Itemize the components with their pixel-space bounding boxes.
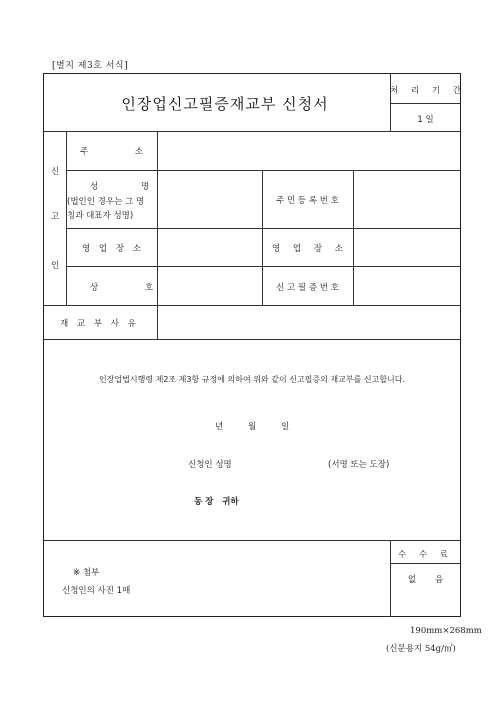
registration-number-field[interactable] [354, 267, 460, 304]
divider-processing-box [390, 103, 461, 104]
trade-name-label: 상 호 [90, 283, 154, 293]
name-note-line-2: 칭과 대표자 성명) [67, 211, 134, 221]
divider-statement-bottom [43, 540, 461, 541]
statement-text: 인장업법시행령 제2조 제3항 규정에 의하여 위와 같이 신고필증의 재교부를 신고합니다. [98, 375, 406, 384]
divider-fee-box [390, 563, 461, 564]
paper-size: 190mm×268mm [410, 626, 482, 636]
attachment-label: ※ 첨부 [73, 568, 100, 578]
processing-period-value: 1 일 [417, 115, 434, 125]
signature-field[interactable] [250, 454, 320, 470]
resident-number-field[interactable] [354, 171, 460, 227]
addressee: 동 장 귀하 [194, 497, 239, 507]
applicant-label-char-1: 신 [51, 167, 60, 177]
divider-reason-bottom [43, 339, 461, 340]
processing-period-label: 처 리 기 간 [390, 86, 466, 96]
address-label: 주 소 [80, 147, 144, 157]
fee-value: 없 음 [407, 575, 444, 585]
signature-label: 신청인 성명 [188, 460, 232, 470]
applicant-label-char-2: 고 [51, 212, 60, 222]
business-place-field-left[interactable] [158, 229, 261, 265]
address-field[interactable] [158, 132, 460, 169]
date-day: 일 [281, 422, 290, 432]
date-month: 월 [248, 422, 257, 432]
signature-note: (서명 또는 도장) [328, 460, 390, 470]
reissue-reason-field[interactable] [158, 306, 460, 338]
paper-spec: (신문용지 54g/㎡) [386, 644, 456, 654]
name-field[interactable] [158, 171, 261, 227]
form-title: 인장업신고필증재교부 신청서 [121, 95, 329, 113]
business-place-label-right: 영 업 장 소 [272, 244, 343, 254]
form-number-label: [별지 제3호 서식] [52, 61, 129, 71]
trade-name-field[interactable] [158, 267, 261, 304]
attachment-item: 신청인의 사진 1매 [62, 586, 131, 596]
business-place-label-left: 영 업 장 소 [82, 244, 141, 254]
name-note-line-1: (법인인 경우는 그 명 [67, 197, 145, 207]
applicant-label-char-3: 인 [51, 261, 60, 271]
reissue-reason-label: 재 교 부 사 유 [60, 319, 136, 329]
date-year: 년 [215, 422, 224, 432]
fee-label: 수 수 료 [397, 550, 454, 560]
name-label: 성 명 [90, 182, 150, 192]
business-place-field-right[interactable] [354, 229, 460, 265]
registration-number-label: 신 고 필 증 번 호 [276, 283, 339, 293]
resident-number-label: 주 민 등 록 번 호 [276, 196, 339, 206]
